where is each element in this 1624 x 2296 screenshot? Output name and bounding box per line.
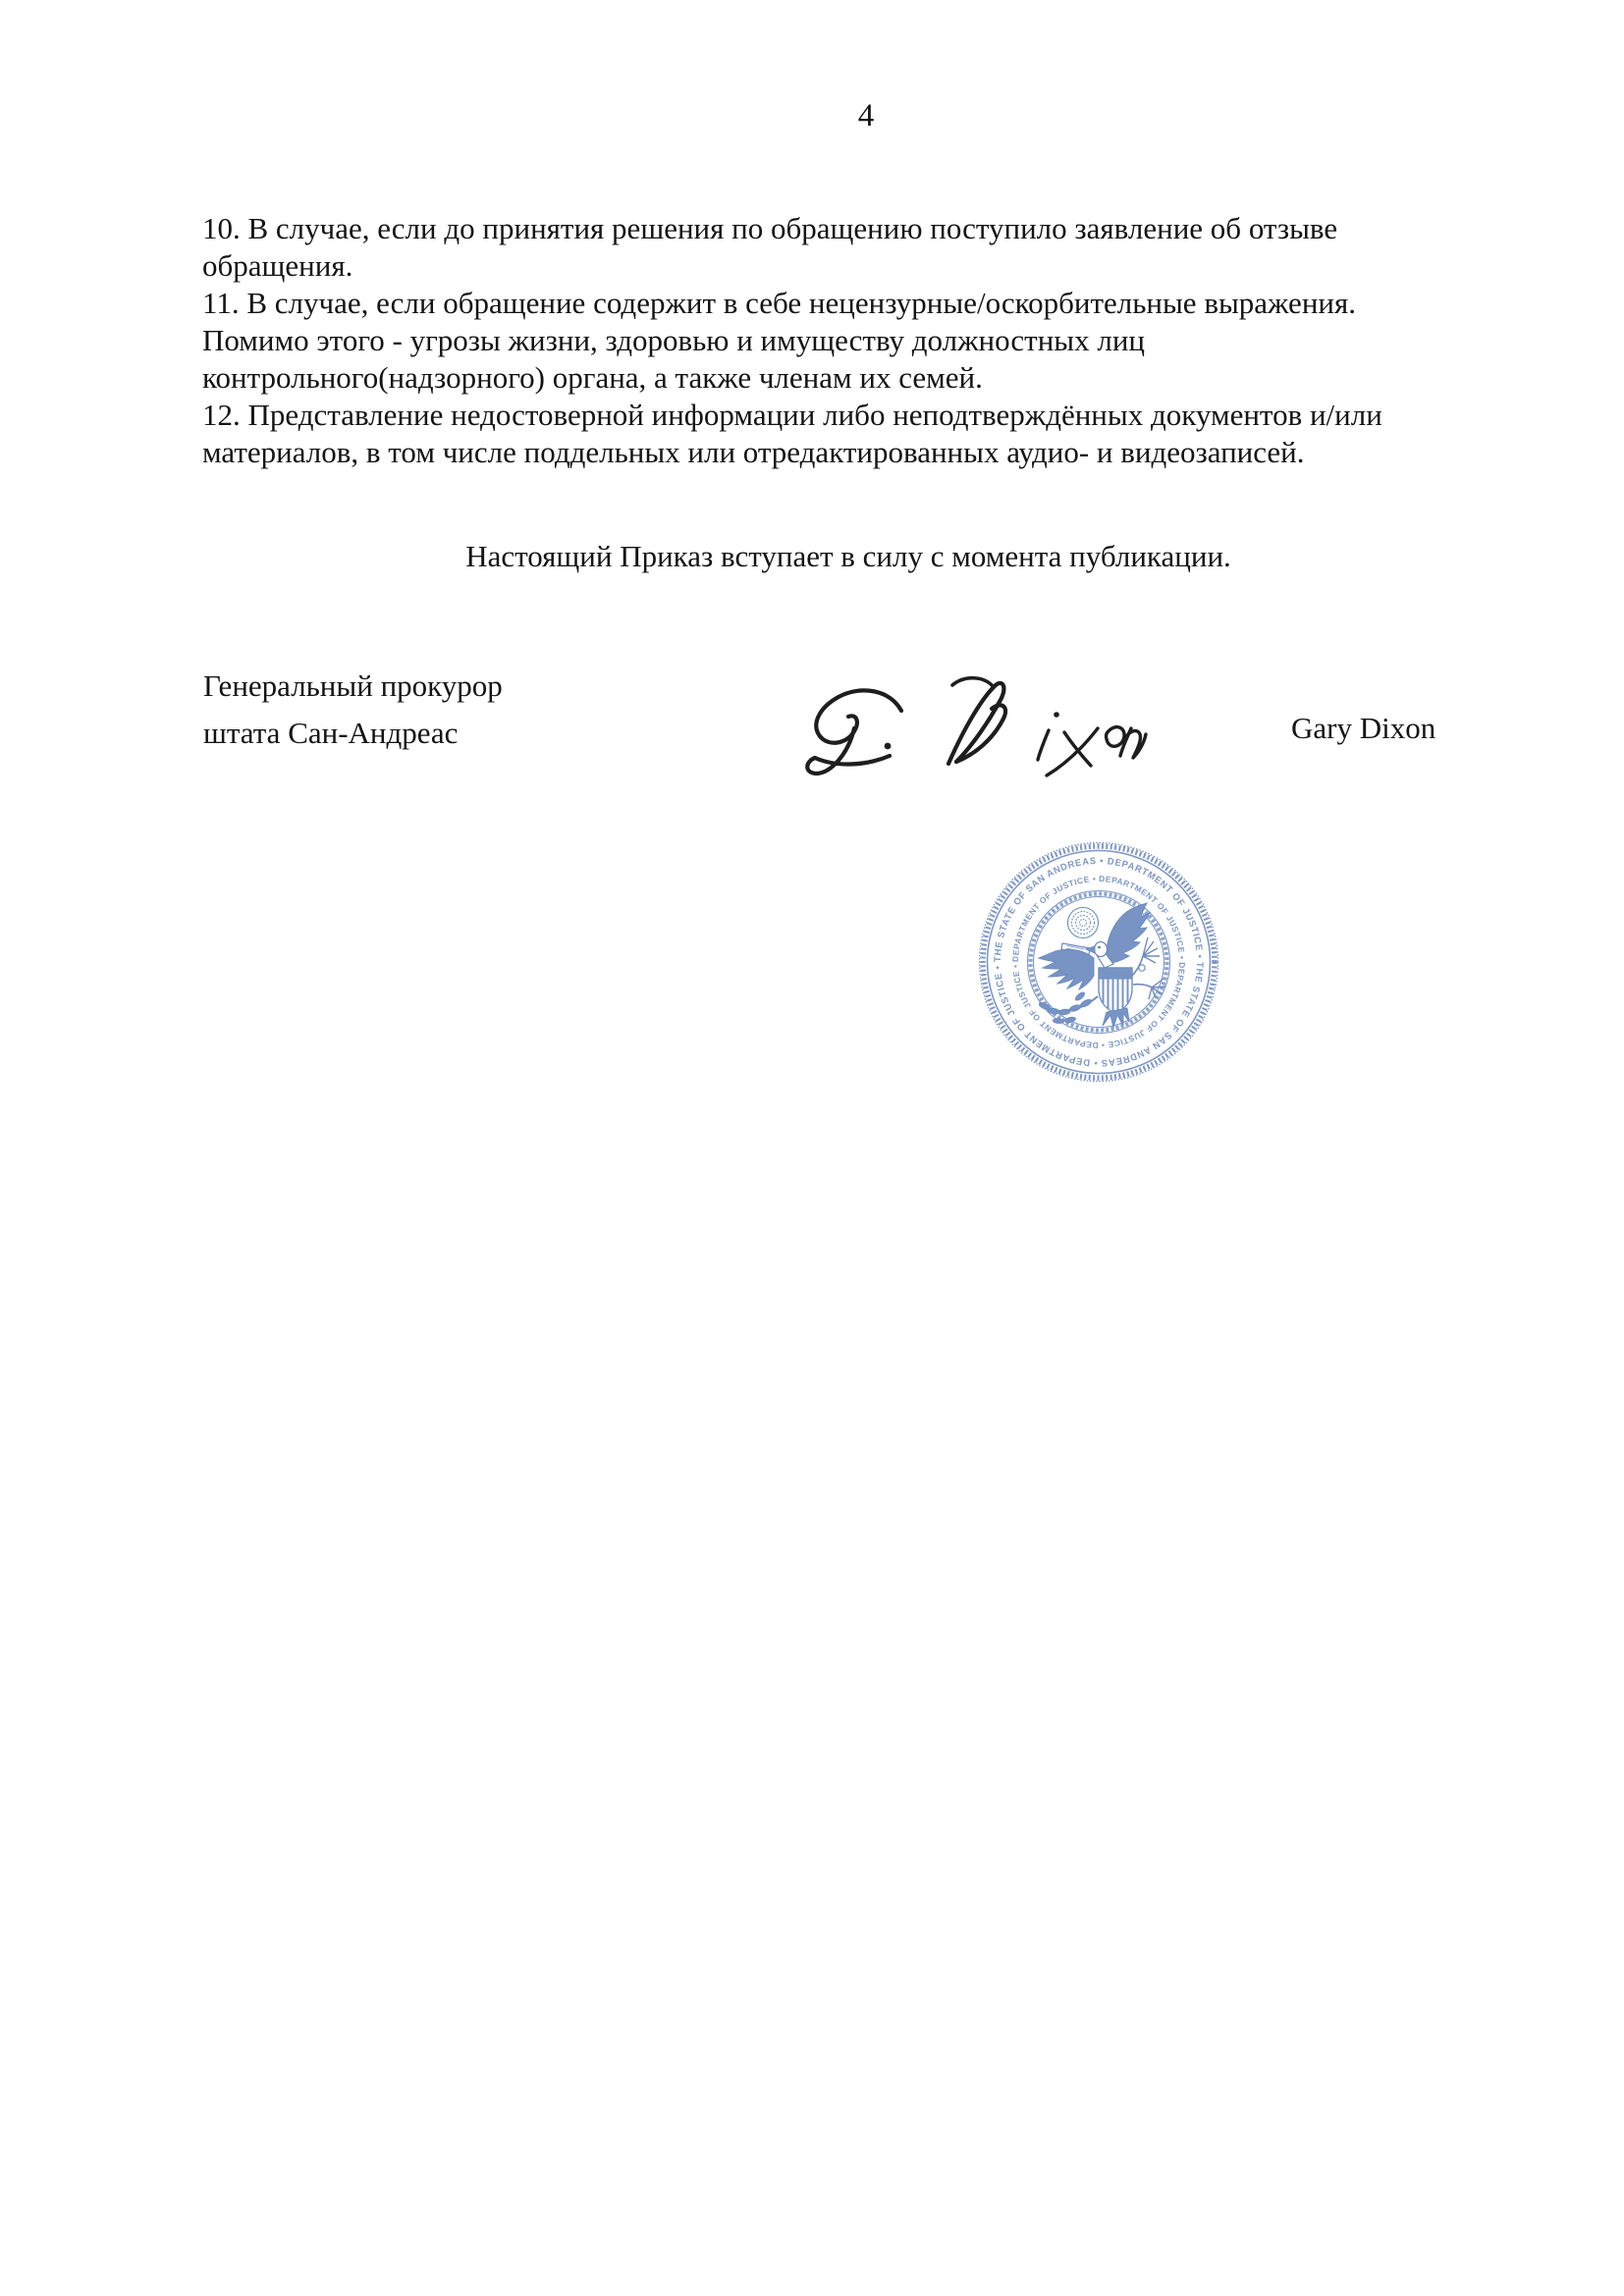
signature-period-dot	[885, 743, 892, 750]
signer-title-line: штата Сан-Андреас	[203, 716, 459, 750]
seal-outer-text: THE STATE OF SAN ANDREAS • DEPARTMENT OF JUSTICE • THE STATE OF SAN ANDREAS • DEPARTMENT OF JUSTICE •	[992, 855, 1206, 1069]
department-of-justice-seal	[976, 839, 1221, 1085]
body-line: 11. В случае, если обращение содержит в себе нецензурные/оскорбительные выражения.	[202, 286, 1357, 320]
signer-title-line: Генеральный прокурор	[203, 668, 503, 703]
body-line: Помимо этого - угрозы жизни, здоровью и имуществу должностных лиц	[202, 323, 1146, 357]
order-body-text	[202, 210, 1382, 471]
body-line: контрольного(надзорного) органа, а также членам их семей.	[202, 360, 983, 395]
svg-text:THE STATE OF SAN ANDREAS • DEP	[993, 856, 1205, 1068]
body-line: 12. Представление недостоверной информации либо неподтверждённых документов и/или	[202, 398, 1382, 432]
effective-clause: Настоящий Приказ вступает в силу с момента публикации.	[465, 539, 1231, 573]
eagle-left-wing	[1039, 949, 1094, 989]
signature-i-dot	[1054, 712, 1059, 718]
svg-text:DEPARTMENT OF JUSTICE • DEPART	[1010, 874, 1187, 1050]
printed-signer-name: Gary Dixon	[1291, 711, 1436, 745]
eagle-eye	[1098, 946, 1101, 949]
shield-icon	[1099, 968, 1132, 1013]
page-number: 4	[857, 98, 875, 133]
arrows-icon	[1131, 937, 1165, 999]
rosette-icon	[1068, 908, 1099, 938]
signer-title	[203, 663, 503, 757]
body-line: материалов, в том числе поддельных или отредактированных аудио- и видеозаписей.	[202, 435, 1305, 469]
handwritten-signature	[791, 673, 1149, 777]
eagle-head	[1095, 942, 1108, 957]
olive-branch-icon	[1038, 991, 1098, 1024]
body-line: обращения.	[202, 248, 353, 283]
seal-inner-border	[988, 851, 1211, 1074]
seal-inner-text: DEPARTMENT OF JUSTICE • DEPARTMENT OF JUSTICE • DEPARTMENT OF JUSTICE • DEPARTMENT OF JUSTICE •	[1009, 873, 1188, 1051]
body-line: 10. В случае, если до принятия решения по обращению поступило заявление об отзыве	[202, 211, 1338, 245]
